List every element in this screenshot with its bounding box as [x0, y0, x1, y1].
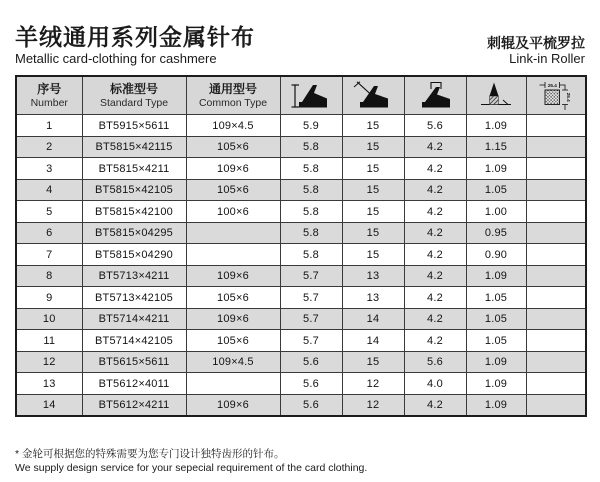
cell-height: 5.8 [280, 201, 342, 223]
cell-common [186, 222, 280, 244]
table-row [16, 287, 586, 309]
cell-depth: 4.2 [404, 265, 466, 287]
cell-height: 5.6 [280, 394, 342, 416]
cell-depth: 4.2 [404, 136, 466, 158]
cell-angle: 15 [342, 244, 404, 266]
cell-depth: 4.2 [404, 244, 466, 266]
cell-pitch: 0.95 [466, 222, 526, 244]
cell-height: 5.6 [280, 351, 342, 373]
table-row [16, 394, 586, 416]
cell-standard: BT5713×4211 [82, 265, 186, 287]
cell-angle: 14 [342, 330, 404, 352]
cell-height: 5.6 [280, 373, 342, 395]
cell-depth: 4.2 [404, 287, 466, 309]
cell-standard: BT5815×04295 [82, 222, 186, 244]
cell-height: 5.8 [280, 244, 342, 266]
cell-pitch: 1.09 [466, 115, 526, 137]
page-subtitle: Metallic card-clothing for cashmere [15, 51, 217, 67]
table-body [16, 115, 586, 417]
cell-height: 5.7 [280, 265, 342, 287]
section-title-block [487, 35, 585, 67]
cell-pitch: 1.05 [466, 287, 526, 309]
cell-standard: BT5815×42115 [82, 136, 186, 158]
cell-number: 14 [16, 394, 82, 416]
col-header-standard-type: 标准型号 Standard Type [82, 76, 186, 115]
table-row [16, 136, 586, 158]
table-row [16, 158, 586, 180]
cell-height: 5.9 [280, 115, 342, 137]
cell-depth: 4.2 [404, 222, 466, 244]
cell-points [526, 287, 586, 309]
cell-points [526, 201, 586, 223]
cell-common: 105×6 [186, 330, 280, 352]
cell-height: 5.8 [280, 179, 342, 201]
cell-common: 105×6 [186, 136, 280, 158]
cell-depth: 4.2 [404, 201, 466, 223]
cell-pitch: 1.09 [466, 158, 526, 180]
cell-angle: 14 [342, 308, 404, 330]
cell-number: 3 [16, 158, 82, 180]
cell-standard: BT5714×4211 [82, 308, 186, 330]
cell-number: 9 [16, 287, 82, 309]
cell-number: 1 [16, 115, 82, 137]
cell-depth: 4.2 [404, 179, 466, 201]
cell-height: 5.7 [280, 287, 342, 309]
cell-points [526, 394, 586, 416]
cell-points [526, 351, 586, 373]
cell-standard: BT5815×42100 [82, 201, 186, 223]
cell-common [186, 373, 280, 395]
cell-number: 13 [16, 373, 82, 395]
cell-height: 5.8 [280, 222, 342, 244]
cell-height: 5.7 [280, 330, 342, 352]
table-row [16, 373, 586, 395]
cell-points [526, 115, 586, 137]
svg-text:25.4: 25.4 [565, 92, 571, 102]
table-row [16, 351, 586, 373]
table-row [16, 308, 586, 330]
cell-depth: 4.2 [404, 308, 466, 330]
cell-standard: BT5815×04290 [82, 244, 186, 266]
cell-standard: BT5612×4011 [82, 373, 186, 395]
table-row [16, 244, 586, 266]
cell-common: 109×6 [186, 308, 280, 330]
tooth-depth-icon [404, 76, 466, 115]
cell-pitch: 1.05 [466, 308, 526, 330]
cell-angle: 13 [342, 265, 404, 287]
section-title-zh: 刺辊及平梳罗拉 [487, 34, 585, 51]
cell-points [526, 179, 586, 201]
table-row [16, 179, 586, 201]
cell-angle: 15 [342, 158, 404, 180]
cell-points [526, 308, 586, 330]
section-title-en: Link-in Roller [509, 51, 585, 67]
cell-number: 6 [16, 222, 82, 244]
cell-common: 109×4.5 [186, 351, 280, 373]
cell-standard: BT5612×4211 [82, 394, 186, 416]
table-row [16, 201, 586, 223]
cell-number: 11 [16, 330, 82, 352]
cell-pitch: 0.90 [466, 244, 526, 266]
header-row [16, 76, 586, 115]
point-density-icon [526, 76, 586, 115]
cell-standard: BT5815×4211 [82, 158, 186, 180]
cell-depth: 5.6 [404, 351, 466, 373]
page-header [0, 0, 600, 66]
cell-standard: BT5815×42105 [82, 179, 186, 201]
cell-pitch: 1.09 [466, 265, 526, 287]
cell-depth: 4.2 [404, 158, 466, 180]
cell-common: 109×6 [186, 265, 280, 287]
cell-standard: BT5714×42105 [82, 330, 186, 352]
cell-points [526, 136, 586, 158]
page-title: 羊绒通用系列金属针布 [15, 24, 255, 50]
cell-pitch: 1.09 [466, 394, 526, 416]
cell-height: 5.8 [280, 136, 342, 158]
cell-common [186, 244, 280, 266]
cell-points [526, 158, 586, 180]
cell-pitch: 1.00 [466, 201, 526, 223]
cell-standard: BT5615×5611 [82, 351, 186, 373]
tooth-total-height-icon [280, 76, 342, 115]
cell-angle: 15 [342, 351, 404, 373]
cell-angle: 15 [342, 222, 404, 244]
cell-angle: 15 [342, 201, 404, 223]
table-head [16, 76, 586, 115]
cell-common: 109×6 [186, 158, 280, 180]
footer-note-en: We supply design service for your sepecial requirement of the card clothing. [15, 462, 368, 475]
cell-angle: 12 [342, 373, 404, 395]
cell-common: 105×6 [186, 179, 280, 201]
col-header-common-type: 通用型号 Common Type [186, 76, 280, 115]
cell-points [526, 265, 586, 287]
cell-common: 109×4.5 [186, 115, 280, 137]
cell-height: 5.7 [280, 308, 342, 330]
cell-points [526, 244, 586, 266]
table-row [16, 330, 586, 352]
cell-pitch: 1.09 [466, 373, 526, 395]
cell-angle: 13 [342, 287, 404, 309]
cell-pitch: 1.09 [466, 351, 526, 373]
svg-text:25.4: 25.4 [547, 82, 557, 88]
cell-standard: BT5915×5611 [82, 115, 186, 137]
cell-number: 7 [16, 244, 82, 266]
footer-note-zh: * 金轮可根据您的特殊需要为您专门设计独特齿形的针布。 [15, 448, 285, 460]
cell-points [526, 373, 586, 395]
cell-pitch: 1.05 [466, 330, 526, 352]
cell-number: 8 [16, 265, 82, 287]
cell-common: 105×6 [186, 287, 280, 309]
cell-depth: 4.2 [404, 330, 466, 352]
col-header-number: 序号 Number [16, 76, 82, 115]
spec-table [15, 75, 587, 417]
cell-common: 100×6 [186, 201, 280, 223]
cell-number: 12 [16, 351, 82, 373]
cell-pitch: 1.15 [466, 136, 526, 158]
title-block [15, 24, 255, 66]
cell-common: 109×6 [186, 394, 280, 416]
cell-number: 5 [16, 201, 82, 223]
cell-depth: 4.0 [404, 373, 466, 395]
cell-depth: 5.6 [404, 115, 466, 137]
cell-number: 2 [16, 136, 82, 158]
cell-standard: BT5713×42105 [82, 287, 186, 309]
cell-height: 5.8 [280, 158, 342, 180]
cell-points [526, 330, 586, 352]
rib-width-icon [466, 76, 526, 115]
cell-angle: 15 [342, 136, 404, 158]
cell-depth: 4.2 [404, 394, 466, 416]
cell-points [526, 222, 586, 244]
table-row [16, 115, 586, 137]
table-row [16, 265, 586, 287]
cell-number: 4 [16, 179, 82, 201]
table-row [16, 222, 586, 244]
cell-pitch: 1.05 [466, 179, 526, 201]
tooth-working-angle-icon [342, 76, 404, 115]
footer-note [15, 447, 367, 475]
cell-angle: 12 [342, 394, 404, 416]
cell-angle: 15 [342, 115, 404, 137]
cell-number: 10 [16, 308, 82, 330]
cell-angle: 15 [342, 179, 404, 201]
